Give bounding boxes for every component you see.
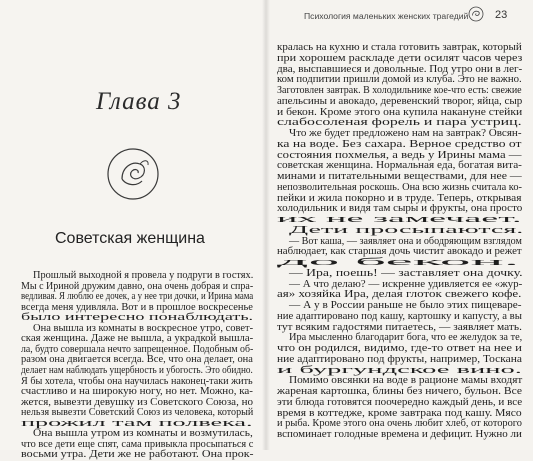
text-line: ние адаптировано под фрукты, например, Тоскана: [277, 353, 523, 365]
text-line: советская женщина. Нормальная еда, богатая вита-: [277, 160, 522, 172]
text-line: что все дети еще спят, сама привыкла просыпаться с: [21, 438, 254, 450]
text-line: делает нам наблюдать ущербность и убогость. Это обидно.: [21, 364, 253, 376]
text-line: ская женщина. Даже не вышла, а украдкой вышла-: [21, 333, 254, 345]
page-number: 23: [495, 9, 508, 21]
text-line: ние адаптировано под кашу, картошку и капусту, а вы: [277, 310, 522, 322]
left-page: [0, 0, 266, 461]
text-line: — Ира, поешь! — заставляет она дочку.: [289, 267, 523, 279]
text-line: счастливо и на широкую ногу, но нет. Можно, ка-: [21, 386, 253, 398]
book-gutter: [262, 0, 270, 450]
text-line: ая» хозяйка Ира, делая глоток свежего кофе.: [277, 289, 522, 301]
text-line: состояния похмелья, а ведь у Ирины мама —: [277, 149, 522, 161]
text-line: их не замечает.: [277, 214, 522, 225]
text-line: и бургундское вино.: [277, 364, 522, 376]
text-line: что он родился, видимо, где-то ответ на нее и: [277, 343, 522, 354]
text-line: Я бы хотела, чтобы она научилась наконец-таки жить: [21, 375, 253, 387]
text-line: восьми утра. Дети же не работают. Она прок-: [21, 449, 254, 461]
text-line: всегда меня удивляла. Вот и в прошлое воскресенье: [21, 301, 253, 313]
text-line: было интересно понаблюдать.: [21, 312, 254, 324]
right-page: [266, 0, 533, 450]
text-line: холодильник и видя там сыры и фрукты, она просто: [277, 203, 523, 215]
text-line: эти блюда готовятся поочередно каждый день, и все: [277, 396, 523, 408]
text-line: разом она двигается всегда. Все, что она делает, она: [21, 354, 253, 366]
text-line: прожил там полвека.: [21, 417, 253, 429]
running-head: [266, 0, 533, 30]
text-line: Прошлый выходной я провела у подруги в гостях.: [33, 270, 254, 281]
text-line: нельзя вывезти Советский Союз из человека, который: [21, 407, 254, 419]
text-line: Она вышла из комнаты в воскресное утро, совет-: [33, 322, 254, 334]
text-line: апельсины и авокадо, деревенский творог, яйца, сыр: [277, 95, 523, 107]
text-line: время в коттедже, кроме завтрака под кашу. Мясо: [277, 407, 522, 419]
section-title: Советская женщина: [55, 230, 205, 247]
text-line: непозволительная роскошь. Она всю жизнь считала ко-: [277, 181, 522, 193]
left-page-body: [0, 270, 266, 461]
right-page-body: [266, 42, 533, 450]
text-line: Ира мысленно благодарит бога, что ее желудок за те,: [289, 332, 523, 344]
text-line: — Вот каша, — заявляет она и ободряющим взглядом: [289, 235, 522, 247]
chapter-heading: Глава 3: [96, 88, 182, 115]
text-line: — А у в России раньше не было этих пищеваре-: [289, 300, 522, 311]
text-line: пейки и жила покорно и в труде. Теперь, открывая: [277, 192, 522, 204]
text-line: жареная картошка, блины без ничего, бульон. Все: [277, 386, 522, 397]
text-line: ком подпитии пришли домой из клуба. Это не важно.: [277, 74, 522, 86]
text-line: наблюдает, как старшая дочь чистит авокадо и режет: [277, 246, 522, 258]
text-line: Она вышла утром из комнаты и возмутилась,: [33, 428, 253, 440]
text-line: ла, будто совершала нечто запрещенное. Подобным об-: [21, 343, 254, 355]
rose-emblem-icon: [104, 145, 162, 203]
text-line: до бекон.: [277, 257, 520, 268]
text-line: и рыба. Кроме этого она очень любит хлеб, от которого: [277, 418, 522, 430]
text-line: — А что делаю? — искренне удивляется ее «жур-: [289, 278, 523, 290]
text-line: ведливая. Я люблю ее дочек, а у нее три дочки, и Ирина мама: [21, 291, 254, 303]
text-line: Помимо овсянки на воде в рационе мамы входят: [289, 375, 523, 387]
text-line: ка на воде. Без сахара. Верное средство от: [277, 138, 522, 150]
text-line: и бекон. Кроме этого она купила накануне стейки: [277, 106, 523, 118]
text-line: Заготовлен завтрак. В холодильнике кое-что есть: свежие: [277, 85, 522, 96]
text-line: жется, вывезти девушку из Советского Союза, но: [21, 396, 254, 408]
text-line: два, выспавшиеся и довольные. Под утро они в лег-: [277, 63, 523, 75]
text-line: Дети просыпаются.: [289, 224, 524, 236]
text-line: при хорошем раскладе дети осилят часов через: [277, 52, 523, 64]
running-head-title: Психология маленьких женских трагедий: [304, 11, 469, 21]
text-line: Мы с Ириной дружим давно, она очень добрая и спра-: [21, 280, 254, 292]
text-line: минами и питательными веществами, для нее —: [277, 171, 522, 182]
text-line: тут всяким гадостями питаетесь, — заявляет мать.: [277, 321, 522, 333]
text-line: слабосоленая форель и пара устриц.: [277, 117, 522, 129]
text-line: Что же будет предложено нам на завтрак? Овсян-: [289, 128, 522, 139]
text-line: кралась на кухню и стала готовить завтрак, который: [277, 42, 522, 53]
text-line: вспоминает голодные времена и дефицит. Нужно ли: [277, 429, 522, 440]
rose-mini-icon: [468, 6, 484, 22]
